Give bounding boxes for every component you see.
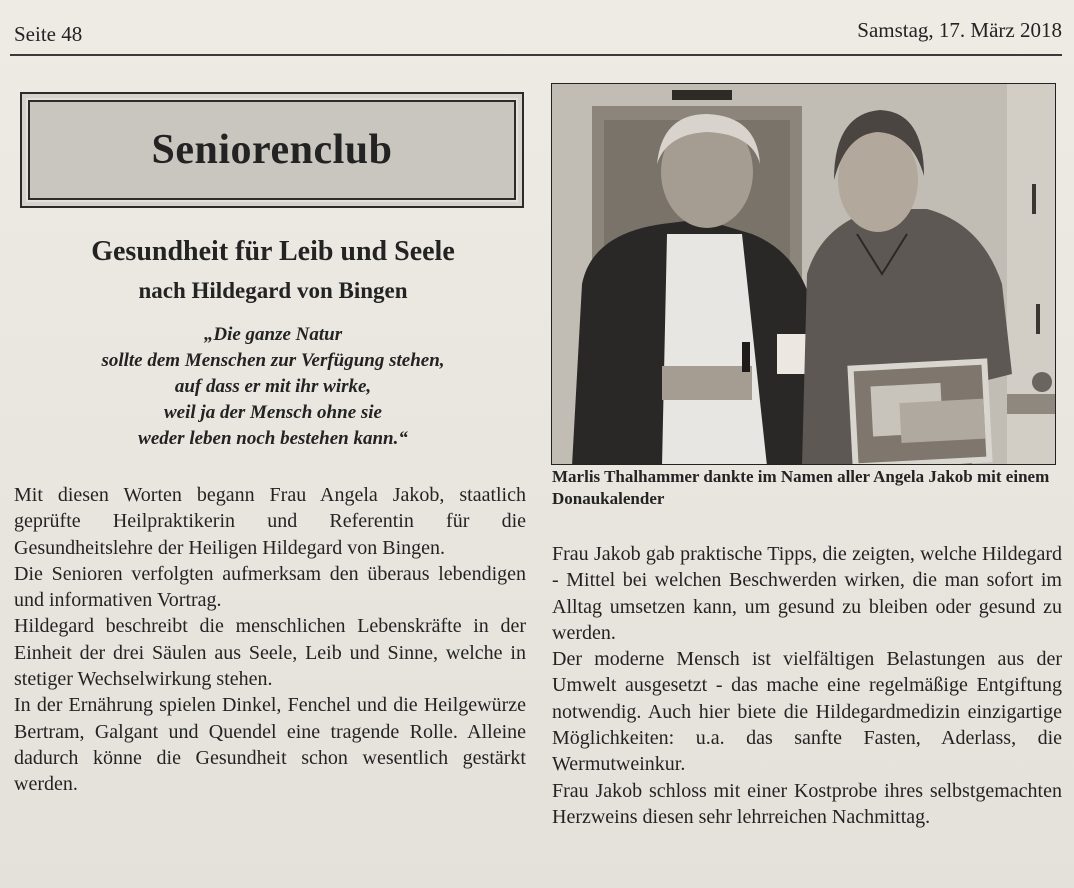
quote-line: sollte dem Menschen zur Verfügung stehen, — [101, 350, 445, 371]
paragraph: Frau Jakob gab praktische Tipps, die zeigten, welche Hildegard - Mittel bei welchen Beschwerden wirken, die man sofort im Alltag umsetzen kann, um gesund zu bleiben oder gesund zu werden. — [552, 543, 1062, 644]
paragraph: Der moderne Mensch ist vielfältigen Belastungen aus der Umwelt ausgesetzt - das mache eine regelmäßige Entgiftung notwendig. Auch hier biete die Hildegardmedizin einzigartige Möglichkeiten: u.a. das sanfte Fasten, Aderlass, die Wermutweinkur. — [552, 648, 1062, 776]
quote-line: auf dass er mit ihr wirke, — [174, 376, 372, 397]
photo-caption: Marlis Thalhammer dankte im Namen aller Angela Jakob mit einem Donaukalender — [552, 467, 1050, 508]
quote-block — [20, 322, 526, 452]
section-title-panel — [28, 100, 516, 200]
paragraph: Hildegard beschreibt die menschlichen Lebenskräfte in der Einheit der drei Säulen aus Seele, Leib und Sinne, welche in stetiger Wechselwirkung stehen. — [14, 615, 526, 691]
issue-date: Samstag, 17. März 2018 — [857, 18, 1062, 42]
page-number: Seite 48 — [14, 22, 83, 46]
right-column-text — [552, 541, 1062, 830]
paragraph: Frau Jakob schloss mit einer Kostprobe ihres selbstgemachten Herzweins diesen sehr lehrreichen Nachmittag. — [552, 779, 1062, 828]
quote-line: weil ja der Mensch ohne sie — [164, 402, 382, 423]
paragraph: Mit diesen Worten begann Frau Angela Jakob, staatlich geprüfte Heilpraktikerin und Referentin für die Gesundheitslehre der Heiligen Hildegard von Bingen. — [14, 484, 526, 559]
section-title: Seniorenclub — [151, 127, 393, 173]
article-subheadline: nach Hildegard von Bingen — [138, 278, 408, 303]
photo-illustration — [552, 84, 1056, 465]
page-header — [14, 18, 1062, 52]
header-rule — [10, 54, 1062, 56]
quote-line: weder leben noch bestehen kann.“ — [138, 428, 408, 449]
paragraph: In der Ernährung spielen Dinkel, Fenchel und die Heilgewürze Bertram, Galgant und Quendel eine tragende Rolle. Alleine dadurch könne die Gesundheit schon wesentlich gestärkt werden. — [14, 694, 526, 796]
left-column-text — [14, 482, 526, 798]
section-title-box — [20, 92, 524, 208]
paragraph: Die Senioren verfolgten aufmerksam den überaus lebendigen und informativen Vortrag. — [14, 562, 526, 612]
article-photo — [551, 83, 1056, 465]
article-headline: Gesundheit für Leib und Seele — [91, 236, 455, 267]
quote-line: „Die ganze Natur — [203, 324, 343, 345]
